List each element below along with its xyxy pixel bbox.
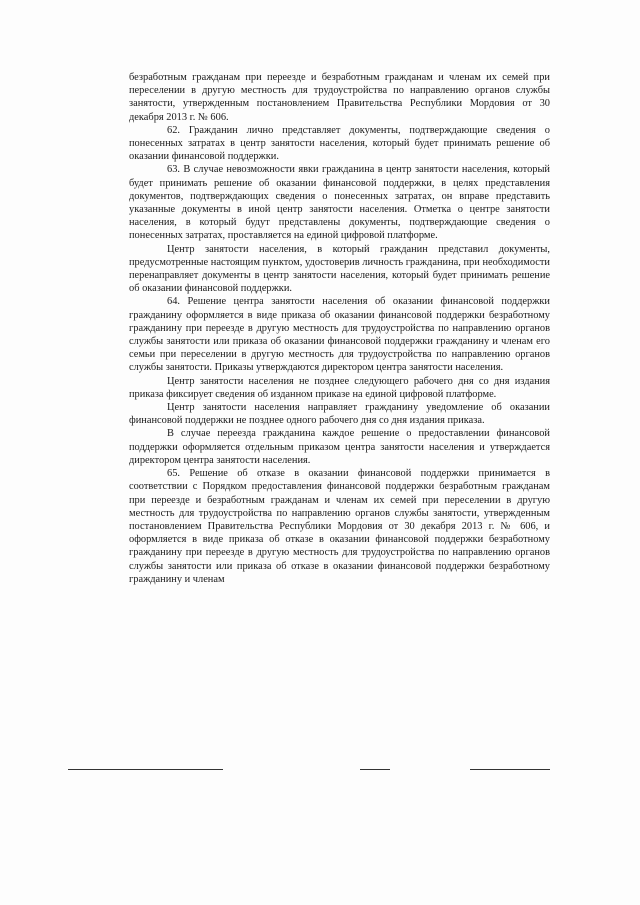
paragraph-62: 62. Гражданин лично представляет документы, подтверждающие сведения о понесенных затратах в центр занятости населения, который будет принимать решение об оказании финансовой поддержки. (129, 124, 550, 163)
paragraph-64: 64. Решение центра занятости населения об оказании финансовой поддержки гражданину оформляется в виде приказа об оказании финансовой поддержки безработному гражданину при переезде в другую местность для трудоустройства по направлению органов службы занятости или приказа об оказании финансовой поддержки гражданину и членам его семьи при переселении в другую местность для трудоустройства по направлению органов службы занятости. Приказы утверждаются директором центра занятости населения. (129, 296, 550, 374)
footer-rule-left (68, 769, 223, 770)
footer-rule-center (360, 769, 390, 770)
paragraph-65: 65. Решение об отказе в оказании финансовой поддержки принимается в соответствии с Порядком предоставления финансовой поддержки безработным гражданам при переезде и безработным гражданам и членам их семей при переселении в другую местность для трудоустройства по направлению органов службы занятости, утвержденным постановлением Правительства Республики Мордовия от 30 декабря 2013 г. № 606, и оформляется в виде приказа об отказе в оказании финансовой поддержки безработному гражданину при переезде в другую местность для трудоустройства по направлению органов службы занятости или приказа об отказе в оказании финансовой поддержки безработному гражданину и членам (129, 468, 550, 585)
paragraph-63-continued: Центр занятости населения, в который гражданин представил документы, предусмотренные настоящим пунктом, удостоверив личность гражданина, при необходимости перенаправляет документы в центр занятости населения, который будет принимать решение об оказании финансовой поддержки. (129, 243, 550, 295)
paragraph-continuation: безработным гражданам при переезде и безработным гражданам и членам их семей при переселении в другую местность для трудоустройства по направлению органов службы занятости, утвержденным постановлением Правительства Республики Мордовия от 30 декабря 2013 г. № 606. (129, 72, 550, 123)
footer-rule-right (470, 769, 550, 770)
paragraph-64-notification: Центр занятости населения направляет гражданину уведомление об оказании финансовой поддержки не позднее одного рабочего дня со дня издания приказа. (129, 402, 550, 427)
paragraph-64-fixation: Центр занятости населения не позднее следующего рабочего дня со дня издания приказа фиксирует сведения об изданном приказе на единой цифровой платформе. (129, 375, 550, 400)
paragraph-63: 63. В случае невозможности явки гражданина в центр занятости населения, который будет принимать решение об оказании финансовой поддержки, в целях представления документов, подтверждающих сведения о понесенных затратах, он вправе представить указанные документы в иной центр занятости населения. Отметка о центре занятости населения, в который будут представлены документы, подтверждающие сведения о понесенных затратах, проставляется на единой цифровой платформе. (129, 164, 550, 242)
document-body (129, 71, 550, 586)
paragraph-64-relocation: В случае переезда гражданина каждое решение о предоставлении финансовой поддержки оформляется отдельным приказом центра занятости населения и утверждается директором центра занятости населения. (129, 428, 550, 466)
